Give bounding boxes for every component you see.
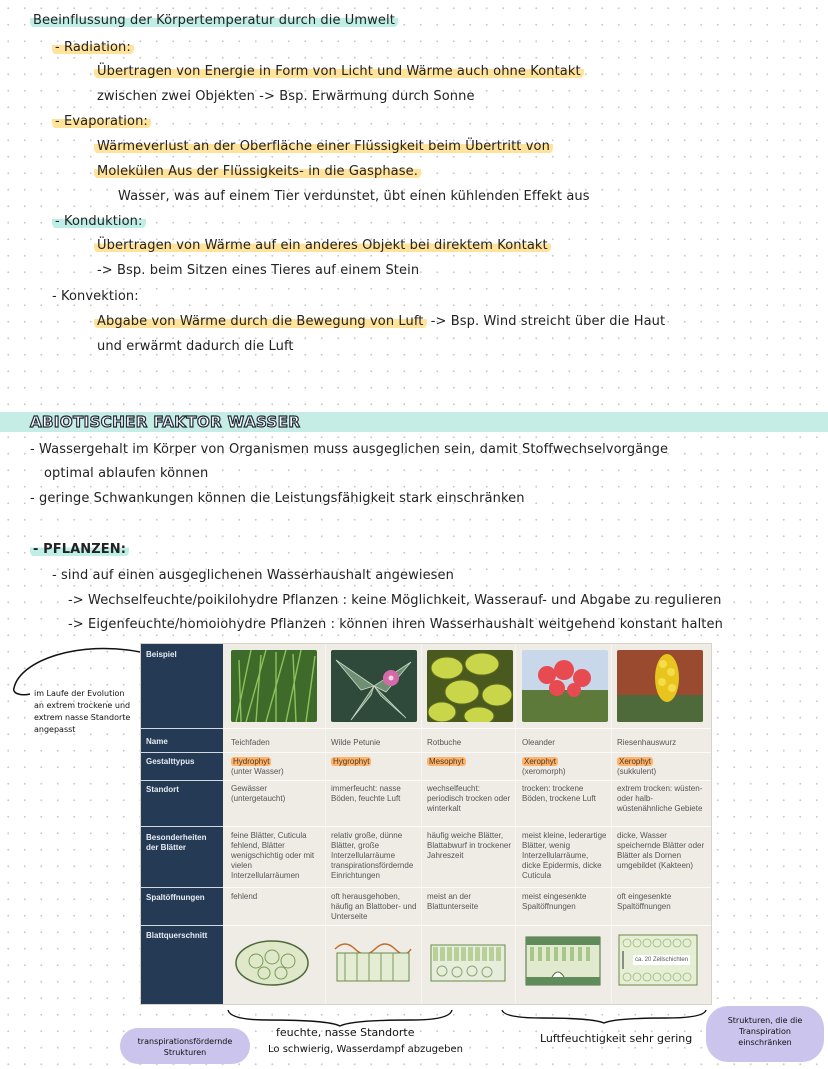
side-note: im Laufe der Evolution an extrem trockene und extrem nasse Standorte angepasst	[34, 689, 131, 734]
bottom-note-mid-1: feuchte, nasse Standorte	[276, 1026, 415, 1039]
row-label-blattquerschnitt: Blattquerschnitt	[146, 931, 208, 940]
blaetter-cell: dicke, Wasser speichernde Blätter oder Blätter als Dornen umgebildet (Kakteen)	[617, 831, 705, 870]
spalt-cell: oft herausgehoben, häufig an Blattober- und Unterseite	[331, 892, 417, 921]
wasser-line-3: - geringe Schwankungen können die Leistungsfähigkeit stark einschränken	[30, 491, 525, 506]
photo-oleander	[522, 650, 608, 722]
photo-teichfaden	[231, 650, 317, 722]
column-separator	[421, 644, 422, 1004]
type-cell: Mesophyt	[429, 757, 464, 766]
photo-rotbuche	[427, 650, 513, 722]
evaporation-label: - Evaporation:	[52, 114, 151, 129]
blaetter-cell: feine Blätter, Cuticula fehlend, Blätter wenigschichtig oder mit vielen Interzellularräumen	[231, 831, 315, 880]
type-cell: Hydrophyt (unter Wasser)	[231, 757, 284, 776]
xsec-oleander	[522, 931, 604, 991]
row-label-standort: Standort	[146, 785, 179, 794]
name-cell: Riesenhauswurz	[617, 738, 677, 747]
blaetter-cell: meist kleine, lederartige Blätter, wenig Interzellularräume, dicke Epidermis, dicke Cuticula	[522, 831, 607, 880]
spalt-cell: oft eingesenkte Spaltöffnungen	[617, 892, 672, 911]
standort-cell: Gewässer (untergetaucht)	[231, 784, 286, 803]
row-separator	[141, 826, 711, 827]
type-cell: Xerophyt (xeromorph)	[522, 757, 566, 776]
pflanzen-line-2: -> Wechselfeuchte/poikilohydre Pflanzen : keine Möglichkeit, Wasserauf- und Abgabe zu regulieren	[68, 593, 722, 608]
xsec-wilde-petunie	[331, 931, 413, 991]
photo-wilde-petunie	[331, 650, 417, 722]
spalt-cell: meist an der Blattunterseite	[427, 892, 479, 911]
name-cell: Teichfaden	[231, 738, 270, 747]
type-cell: Xerophyt (sukkulent)	[617, 757, 657, 776]
xsec-note: ca. 20 Zellschichten	[635, 957, 689, 963]
wasser-heading: ABIOTISCHER FAKTOR WASSER	[30, 413, 301, 431]
evaporation-text-1: Wärmeverlust an der Oberfläche einer Flüssigkeit beim Übertritt von	[94, 139, 553, 154]
wasser-line-1: - Wassergehalt im Körper von Organismen muss ausgeglichen sein, damit Stoffwechselvorgänge	[30, 442, 669, 457]
bubble-right: Strukturen, die die Transpiration einschränken	[706, 1006, 824, 1062]
row-label-beispiel: Beispiel	[146, 650, 177, 659]
bubble-left: transpirationsfördernde Strukturen	[120, 1028, 250, 1064]
standort-cell: extrem trocken: wüsten- oder halb-wüstenähnliche Gebiete	[617, 784, 703, 813]
konduktion-text-2: -> Bsp. beim Sitzen eines Tieres auf einem Stein	[97, 263, 420, 278]
spalt-cell: meist eingesenkte Spaltöffnungen	[522, 892, 587, 911]
row-label-spaltoeffnungen: Spaltöffnungen	[146, 893, 205, 902]
bottom-note-mid-2: Lo schwierig, Wasserdampf abzugeben	[268, 1044, 463, 1055]
konvektion-text-1: Abgabe von Wärme durch die Bewegung von Luft -> Bsp. Wind streicht über die Haut	[94, 314, 665, 329]
standort-cell: trocken: trockene Böden, trockene Luft	[522, 784, 596, 803]
radiation-label: - Radiation:	[52, 40, 134, 55]
table-header-column	[141, 644, 223, 1004]
radiation-text-1: Übertragen von Energie in Form von Licht und Wärme auch ohne Kontakt	[94, 64, 584, 79]
column-separator	[515, 644, 516, 1004]
row-separator	[141, 752, 711, 753]
standort-cell: immerfeucht: nasse Böden, feuchte Luft	[331, 784, 401, 803]
xsec-teichfaden	[231, 931, 313, 991]
konduktion-label: - Konduktion:	[52, 214, 146, 229]
konduktion-text-1: Übertragen von Wärme auf ein anderes Objekt bei direktem Kontakt	[94, 238, 551, 253]
photo-riesenhauswurz	[617, 650, 703, 722]
row-label-gestalttypus: Gestalttypus	[146, 757, 195, 766]
name-cell: Oleander	[522, 738, 555, 747]
evaporation-text-3: Wasser, was auf einem Tier verdunstet, übt einen kühlenden Effekt aus	[118, 189, 590, 204]
row-separator	[141, 925, 711, 926]
pflanzen-line-1: - sind auf einen ausgeglichenen Wasserhaushalt angewiesen	[52, 568, 454, 583]
type-cell: Hygrophyt	[333, 757, 370, 766]
column-separator	[325, 644, 326, 1004]
konvektion-label: - Konvektion:	[52, 289, 139, 304]
row-separator	[141, 728, 711, 729]
name-cell: Rotbuche	[427, 738, 462, 747]
konvektion-text-2: und erwärmt dadurch die Luft	[97, 339, 294, 354]
xsec-rotbuche	[427, 931, 509, 991]
bottom-note-right: Luftfeuchtigkeit sehr gering	[540, 1032, 693, 1045]
pflanzen-heading: - PFLANZEN:	[30, 542, 129, 557]
wasser-line-2: optimal ablaufen können	[44, 466, 209, 481]
plant-table	[140, 643, 712, 1005]
evaporation-text-2: Molekülen Aus der Flüssigkeits- in die Gasphase.	[94, 164, 421, 179]
pflanzen-line-3: -> Eigenfeuchte/homoiohydre Pflanzen : können ihren Wasserhaushalt weitgehend konstant halten	[68, 617, 723, 632]
row-separator	[141, 887, 711, 888]
column-separator	[611, 644, 612, 1004]
radiation-text-2: zwischen zwei Objekten -> Bsp. Erwärmung durch Sonne	[97, 89, 475, 104]
name-cell: Wilde Petunie	[331, 738, 381, 747]
standort-cell: wechselfeucht: periodisch trocken oder winterkalt	[427, 784, 511, 813]
spalt-cell: fehlend	[231, 892, 258, 901]
blaetter-cell: häufig weiche Blätter, Blattabwurf in trockener Jahreszeit	[427, 831, 512, 860]
row-separator	[141, 780, 711, 781]
row-label-name: Name	[146, 737, 168, 746]
row-label-besonderheiten: Besonderheiten der Blätter	[146, 833, 207, 852]
blaetter-cell: relativ große, dünne Blätter, große Interzellularräume transpirationsfördernde Einrichtungen	[331, 831, 414, 880]
section-title: Beeinflussung der Körpertemperatur durch die Umwelt	[30, 13, 398, 28]
